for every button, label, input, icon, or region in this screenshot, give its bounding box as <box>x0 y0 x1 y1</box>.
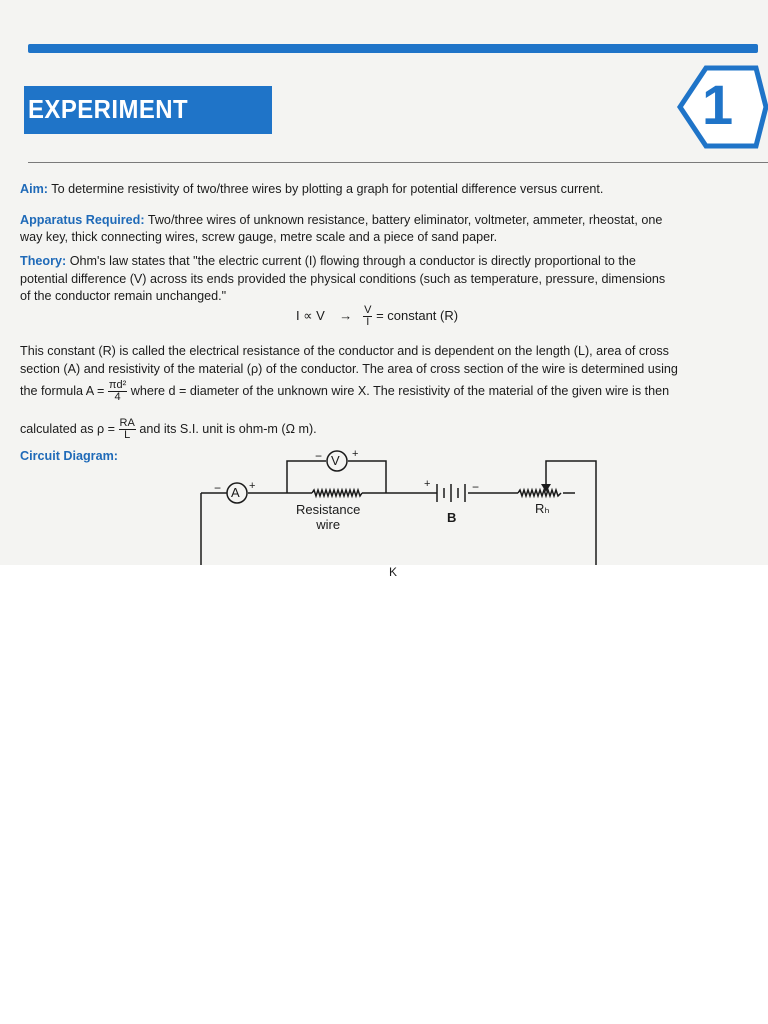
resistivity-numerator: RA <box>119 417 135 429</box>
wire-bottom-right <box>408 461 596 565</box>
voltmeter-plus: + <box>352 448 359 460</box>
resistance-label-line-1: Resistance <box>296 502 361 517</box>
ammeter-minus: − <box>214 481 222 495</box>
resistivity-denominator: L <box>124 429 131 441</box>
theory-line-2: potential difference (V) across its ends provided the physical conditions (such as temperature, pressure, dimensions <box>20 272 666 286</box>
battery-cells <box>437 484 465 502</box>
apparatus-label: Apparatus Required: <box>20 213 145 227</box>
battery-label: B <box>447 510 457 525</box>
theory-text-1: Ohm's law states that "the electric current (I) flowing through a conductor is directly proportional to the <box>69 254 636 268</box>
resistivity-rhs: and its S.I. unit is ohm-m (Ω m). <box>139 421 317 436</box>
page-title: EXPERIMENT <box>28 94 189 124</box>
battery-plus: + <box>424 478 431 490</box>
eq-denominator: I <box>366 316 370 328</box>
theory-line-3: of the conductor remain unchanged." <box>20 289 227 303</box>
resistance-coil <box>312 490 362 496</box>
resistance-label-line-2: wire <box>316 517 341 532</box>
theory-label: Theory: <box>20 254 67 268</box>
ammeter-plus: + <box>249 480 256 492</box>
rheostat-coil <box>518 490 561 496</box>
key-label: K <box>389 565 398 579</box>
rheostat-label: Rₕ <box>535 501 550 516</box>
area-formula-lhs: the formula A = <box>20 383 105 398</box>
para-line-1: This constant (R) is called the electrical resistance of the conductor and is dependent on the length (L), area of cross <box>20 344 669 358</box>
battery-minus: − <box>472 480 480 494</box>
aim-text: To determine resistivity of two/three wires by plotting a graph for potential difference versus current. <box>51 182 604 196</box>
eq-constant: = constant (R) <box>376 307 459 323</box>
ammeter-symbol: A <box>231 485 240 500</box>
circuit-label: Circuit Diagram: <box>20 449 118 463</box>
voltmeter-minus: − <box>315 449 323 463</box>
para-line-2: section (A) and resistivity of the material (ρ) of the conductor. The area of cross section of the wire is determined using <box>20 362 678 376</box>
aim-label: Aim: <box>20 182 48 196</box>
resistance-label <box>296 502 360 532</box>
eq-arrow: → <box>339 307 353 323</box>
eq-numerator: V <box>364 304 372 316</box>
area-formula-rhs: where d = diameter of the unknown wire X. The resistivity of the material of the given wire is then <box>130 383 670 398</box>
apparatus-text-1: Two/three wires of unknown resistance, battery eliminator, voltmeter, ammeter, rheostat, one <box>147 213 663 227</box>
rheostat-arrow <box>541 484 551 492</box>
area-numerator: πd² <box>108 379 127 391</box>
area-denominator: 4 <box>114 391 121 403</box>
eq-proportional: I ∝ V <box>296 307 325 323</box>
apparatus-line-2: way key, thick connecting wires, screw gauge, metre scale and a piece of sand paper. <box>20 230 498 244</box>
voltmeter-symbol: V <box>331 453 340 468</box>
resistivity-lhs: calculated as ρ = <box>20 421 116 436</box>
experiment-number: 1 <box>702 73 734 136</box>
